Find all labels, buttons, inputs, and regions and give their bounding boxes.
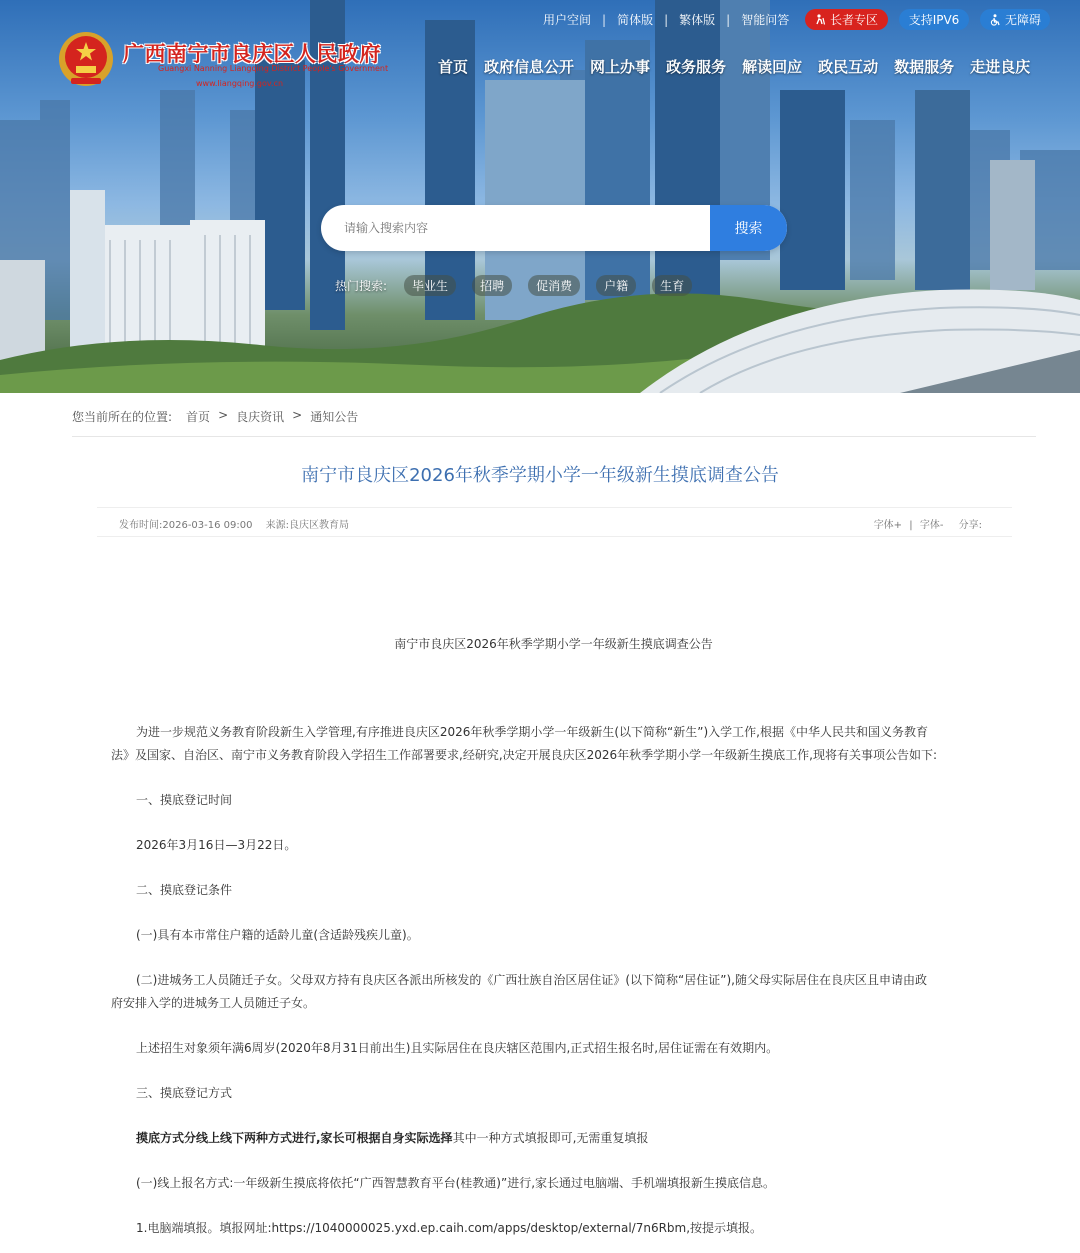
breadcrumb-separator: >	[218, 408, 229, 422]
hot-tag-consumption[interactable]: 促消费	[528, 275, 580, 296]
simplified-link[interactable]: 简体版	[617, 13, 654, 27]
paragraph-intro-2: 法》及国家、自治区、南宁市义务教育阶段入学招生工作部署要求,经研究,决定开展良庆区2026年秋季学期小学一年级新生摸底工作,现将有关事项公告如下:	[111, 748, 938, 762]
search-bar	[321, 205, 787, 251]
ipv6-button[interactable]	[899, 9, 969, 30]
divider: |	[909, 520, 913, 531]
font-decrease-button[interactable]: 字体-	[919, 520, 944, 531]
elder-zone-label: 长者专区	[829, 13, 878, 27]
elder-icon	[815, 14, 826, 25]
article-meta	[97, 507, 1012, 537]
nav-online-service[interactable]: 网上办事	[590, 58, 651, 76]
national-emblem-icon	[57, 30, 115, 90]
paragraph-condition-b-1: (二)进城务工人员随迁子女。父母双方持有良庆区各派出所核发的《广西壮族自治区居住证》(以下简称“居住证”),随父母实际居住在良庆区且申请由政	[136, 973, 927, 987]
breadcrumb-news[interactable]: 良庆资讯	[236, 410, 285, 424]
paragraph-time: 2026年3月16日—3月22日。	[136, 838, 297, 852]
wheelchair-icon	[989, 14, 1001, 26]
divider	[72, 436, 1036, 437]
search-button[interactable]: 搜索	[710, 205, 787, 251]
nav-home[interactable]: 首页	[438, 58, 469, 76]
paragraph-condition-a: (一)具有本市常住户籍的适龄儿童(含适龄残疾儿童)。	[136, 928, 419, 942]
paragraph-intro-1: 为进一步规范义务教育阶段新生入学管理,有序推进良庆区2026年秋季学期小学一年级新生(以下简称“新生”)入学工作,根据《中华人民共和国义务教育	[136, 725, 928, 739]
nav-gov-info[interactable]: 政府信息公开	[484, 58, 575, 76]
hero-banner	[0, 0, 1080, 393]
paragraph-pc-url: 1.电脑端填报。填报网址:https://1040000025.yxd.ep.caih.com/apps/desktop/external/7n6Rbm,按提示填报。	[136, 1221, 763, 1235]
divider: |	[726, 12, 731, 27]
site-url: www.liangqing.gov.cn	[196, 79, 284, 88]
hot-search-label: 热门搜索:	[335, 279, 388, 293]
divider: |	[602, 12, 607, 27]
article-title: 南宁市良庆区2026年秋季学期小学一年级新生摸底调查公告	[301, 465, 779, 486]
top-links	[543, 11, 789, 28]
smart-qa-link[interactable]: 智能问答	[741, 13, 790, 27]
nav-interaction[interactable]: 政民互动	[818, 58, 879, 76]
traditional-link[interactable]: 繁体版	[679, 13, 716, 27]
method-bold-text: 摸底方式分线上线下两种方式进行,家长可根据自身实际选择	[136, 1131, 453, 1145]
publish-time: 发布时间:2026-03-16 09:00	[119, 520, 253, 531]
method-text: 其中一种方式填报即可,无需重复填报	[452, 1131, 649, 1145]
paragraph-method	[136, 1127, 648, 1150]
user-space-link[interactable]: 用户空间	[543, 13, 592, 27]
hot-tag-household[interactable]: 户籍	[596, 275, 636, 296]
breadcrumb-home[interactable]: 首页	[186, 410, 211, 424]
breadcrumb-separator: >	[292, 408, 303, 422]
breadcrumb-notice[interactable]: 通知公告	[310, 410, 359, 424]
nav-gov-service[interactable]: 政务服务	[666, 58, 727, 76]
section-heading-conditions: 二、摸底登记条件	[136, 883, 233, 897]
nav-about[interactable]: 走进良庆	[970, 58, 1031, 76]
divider: |	[664, 12, 669, 27]
hot-tag-recruit[interactable]: 招聘	[472, 275, 512, 296]
nav-data-service[interactable]: 数据服务	[894, 58, 955, 76]
hot-tag-birth[interactable]: 生育	[652, 275, 692, 296]
site-title[interactable]: 广西南宁市良庆区人民政府	[123, 42, 381, 66]
section-heading-time: 一、摸底登记时间	[136, 793, 233, 807]
paragraph-condition-b-2: 府安排入学的进城务工人员随迁子女。	[111, 996, 316, 1010]
paragraph-online-method: (一)线上报名方式:一年级新生摸底将依托“广西智慧教育平台(桂教通)”进行,家长通过电脑端、手机端填报新生摸底信息。	[136, 1176, 776, 1190]
document-title: 南宁市良庆区2026年秋季学期小学一年级新生摸底调查公告	[394, 637, 713, 651]
site-subtitle: Guangxi Nanning Liangqing District People's Government	[158, 64, 389, 73]
share-label[interactable]: 分享:	[958, 520, 982, 531]
search-input[interactable]	[321, 205, 710, 251]
hot-tag-graduates[interactable]: 毕业生	[404, 275, 456, 296]
section-heading-method: 三、摸底登记方式	[136, 1086, 233, 1100]
breadcrumb	[72, 408, 358, 425]
paragraph-condition-note: 上述招生对象须年满6周岁(2020年8月31日前出生)且实际居住在良庆辖区范围内,正式招生报名时,居住证需在有效期内。	[136, 1041, 779, 1055]
nav-interpretation[interactable]: 解读回应	[742, 58, 803, 76]
font-increase-button[interactable]: 字体+	[873, 520, 903, 531]
elder-zone-button[interactable]	[805, 9, 888, 30]
main-nav	[438, 56, 1038, 77]
accessibility-button[interactable]	[980, 9, 1050, 30]
accessibility-label: 无障碍	[1004, 13, 1041, 27]
hot-search	[335, 275, 708, 296]
breadcrumb-prefix: 您当前所在的位置:	[72, 410, 173, 424]
ipv6-label: 支持IPV6	[908, 13, 960, 27]
article-source: 来源:良庆区教育局	[265, 520, 350, 531]
